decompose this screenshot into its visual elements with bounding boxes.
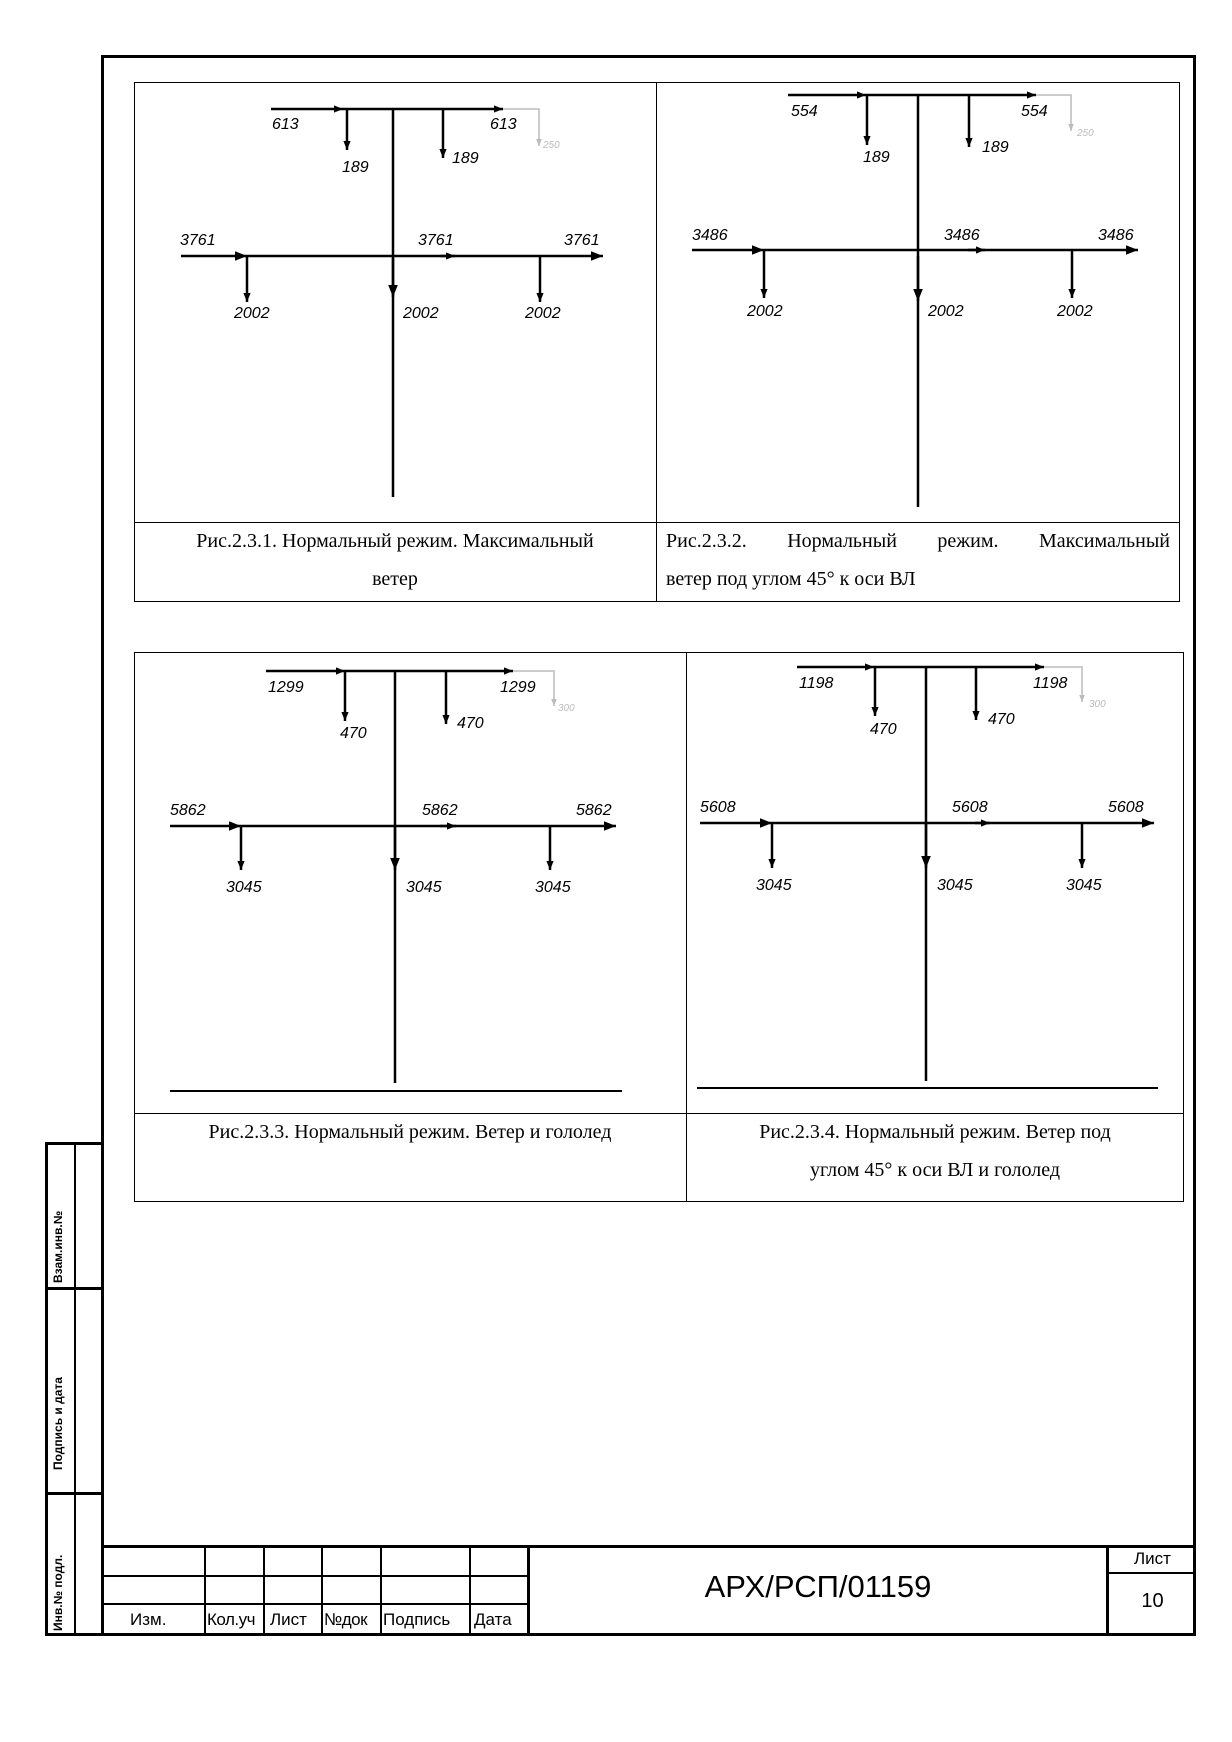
figure-1-top-drop-right-label: 189: [452, 150, 479, 167]
title-block-top-line: [101, 1545, 1196, 1548]
figure-1-main-mid-label: 3761: [418, 232, 454, 249]
title-block-col-line-2: [263, 1545, 265, 1633]
sidebar-inv-label: Инв.№ подл.: [51, 1554, 65, 1631]
figure-3-load-right-label: 3045: [535, 879, 571, 896]
figure-2-main-in-label: 3486: [692, 227, 728, 244]
figure-3-main-mid-label: 5862: [422, 802, 458, 819]
figure-1-load-right-label: 2002: [525, 305, 561, 322]
title-block-col-line-3: [321, 1545, 323, 1633]
col-doc-label: №док: [324, 1610, 368, 1629]
figure-4-main-mid-label: 5608: [952, 799, 988, 816]
sheet-label: Лист: [1134, 1549, 1171, 1568]
col-date-label: Дата: [474, 1610, 512, 1629]
col-sheet-label: Лист: [270, 1610, 307, 1629]
figure-4-load-right-label: 3045: [1066, 877, 1102, 894]
figure-2-load-left-label: 2002: [747, 303, 783, 320]
figure-2-top-out-label: 554: [1021, 103, 1048, 120]
figure-1-load-left-label: 2002: [234, 305, 270, 322]
figure-2-load-center-label: 2002: [928, 303, 964, 320]
figure-3-main-out-label: 5862: [576, 802, 612, 819]
figure-3-top-in-label: 1299: [268, 679, 304, 696]
figure-2-top-in-label: 554: [791, 103, 818, 120]
figure-2-top-drop-left-label: 189: [863, 149, 890, 166]
figure-3-top-drop-right-label: 470: [457, 715, 484, 732]
figure-2-caption-line1: Рис.2.3.2. Нормальный режим. Максимальный: [666, 530, 1170, 552]
figure-4-load-center-label: 3045: [937, 877, 973, 894]
figure-2-caption-line2: ветер под углом 45° к оси ВЛ: [666, 568, 916, 590]
figure-2-load-right-label: 2002: [1057, 303, 1093, 320]
figure-3-load-left-label: 3045: [226, 879, 262, 896]
title-block-col-line-4: [380, 1545, 382, 1633]
figure-1-top-in-label: 613: [272, 116, 299, 133]
figure-4-top-out-label: 1198: [1033, 675, 1068, 692]
figure-1-top-drop-left-label: 189: [342, 159, 369, 176]
figure-1-main-out-label: 3761: [564, 232, 600, 249]
figure-4-main-out-label: 5608: [1108, 799, 1144, 816]
figure-1-faint-label: 250: [543, 140, 560, 151]
document-code: АРХ/РСП/01159: [704, 1569, 932, 1604]
figure-3-labels: [170, 679, 612, 896]
figure-4-top-drop-left-label: 470: [870, 721, 897, 738]
title-block-row-line-2: [101, 1603, 527, 1605]
figure-1-main-in-label: 3761: [180, 232, 216, 249]
figure-2-main-mid-label: 3486: [944, 227, 980, 244]
figure-4-caption-line1: Рис.2.3.4. Нормальный режим. Ветер под: [759, 1121, 1111, 1143]
figure-1-caption-line2: ветер: [372, 568, 418, 590]
figure-2-main-out-label: 3486: [1098, 227, 1134, 244]
figure-3-top-out-label: 1299: [500, 679, 536, 696]
col-signature-label: Подпись: [383, 1610, 451, 1629]
title-block-row-line-1: [101, 1575, 527, 1577]
figure-3-caption-line1: Рис.2.3.3. Нормальный режим. Ветер и гололед: [208, 1121, 612, 1143]
sidebar-replaces-label: Взам.инв.№: [51, 1210, 65, 1283]
figure-1-labels: [180, 116, 600, 322]
figure-2-top-drop-right-label: 189: [982, 139, 1009, 156]
title-block-sheet-line: [1108, 1572, 1196, 1574]
figure-2-diagram: [692, 95, 1138, 507]
figure-4-main-in-label: 5608: [700, 799, 736, 816]
figure-4-load-left-label: 3045: [756, 877, 792, 894]
figure-1-diagram: [181, 109, 603, 497]
figure-1-top-out-label: 613: [490, 116, 517, 133]
col-change-label: Изм.: [130, 1610, 167, 1629]
figure-3-top-drop-left-label: 470: [340, 725, 367, 742]
figure-4-caption-line2: углом 45° к оси ВЛ и гололед: [809, 1159, 1060, 1181]
figure-3-faint-label: 300: [558, 703, 575, 714]
figure-1-load-center-label: 2002: [403, 305, 439, 322]
figure-2-labels: [692, 103, 1134, 320]
figure-3-load-center-label: 3045: [406, 879, 442, 896]
title-block-col-line-5: [469, 1545, 471, 1633]
figure-4-top-in-label: 1198: [799, 675, 834, 692]
sheet-number: 10: [1141, 1590, 1164, 1612]
figure-4-top-drop-right-label: 470: [988, 711, 1015, 728]
figure-1-caption-line1: Рис.2.3.1. Нормальный режим. Максимальный: [196, 530, 594, 552]
figure-4-labels: [700, 675, 1144, 894]
sidebar-signature-label: Подпись и дата: [51, 1377, 65, 1470]
figure-3-main-in-label: 5862: [170, 802, 206, 819]
figure-2-faint-label: 250: [1077, 128, 1094, 139]
figure-4-faint-label: 300: [1089, 699, 1106, 710]
col-count-label: Кол.уч: [207, 1610, 255, 1629]
title-block-col-line-1: [204, 1545, 206, 1633]
